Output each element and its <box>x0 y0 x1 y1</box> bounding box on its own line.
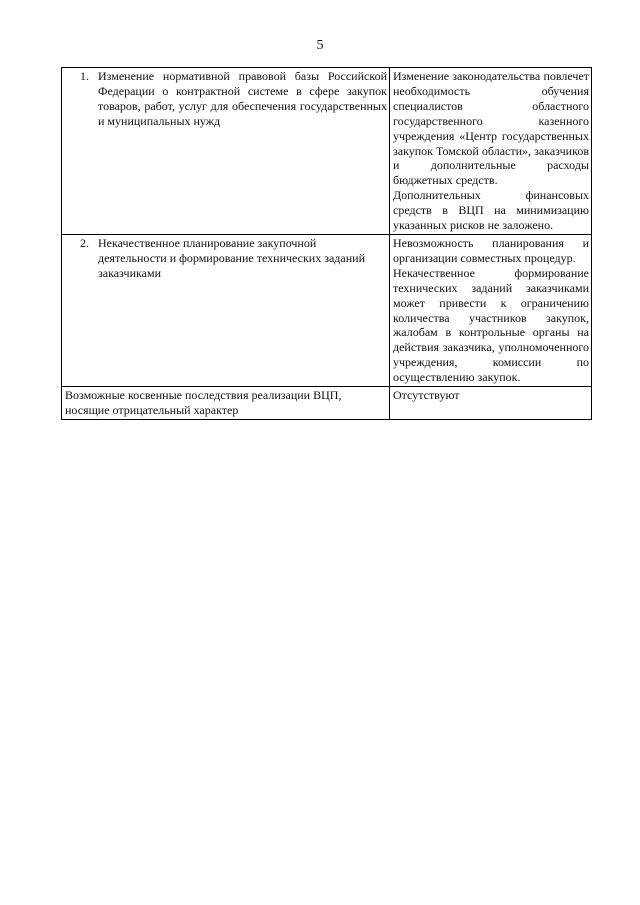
consequence-text: Невозможность планирования и организации совместных процедур. <box>393 235 589 265</box>
indirect-value: Отсутствуют <box>390 387 592 420</box>
row-number: 2. <box>80 235 89 250</box>
consequence-text: Некачественное формирование технических заданий заказчиками может привести к ограничению количества участников закупок, жалобам в контрольные органы на действия заказчика, уполномоченного учреждения, комиссии по осуществлению закупок. <box>393 265 589 385</box>
table-row <box>62 234 592 386</box>
consequence-text: Изменение законодательства повлечет необходимость обучения специалистов областного государственного казенного учреждения «Центр государственных закупок Томской области», заказчиков и дополнительные расходы бюджетных средств. <box>393 69 589 188</box>
consequence-text: Дополнительных финансовых средств в ВЦП на минимизацию указанных рисков не заложено. <box>393 188 589 233</box>
risk-cell <box>62 234 390 386</box>
consequence-cell <box>390 234 592 386</box>
risk-text: Некачественное планирование закупочной деятельности и формирование технических заданий заказчиками <box>98 235 365 280</box>
table-row <box>62 387 592 420</box>
table-row <box>62 68 592 235</box>
risks-table <box>61 67 592 420</box>
risk-cell <box>62 68 390 235</box>
row-number: 1. <box>80 69 89 83</box>
indirect-label: Возможные косвенные последствия реализации ВЦП, носящие отрицательный характер <box>62 387 390 420</box>
consequence-cell <box>390 68 592 235</box>
risk-text: Изменение нормативной правовой базы Российской Федерации о контрактной системе в сфере закупок товаров, работ, услуг для обеспечения государственных и муниципальных нужд <box>98 69 387 128</box>
page-number: 5 <box>316 38 324 53</box>
